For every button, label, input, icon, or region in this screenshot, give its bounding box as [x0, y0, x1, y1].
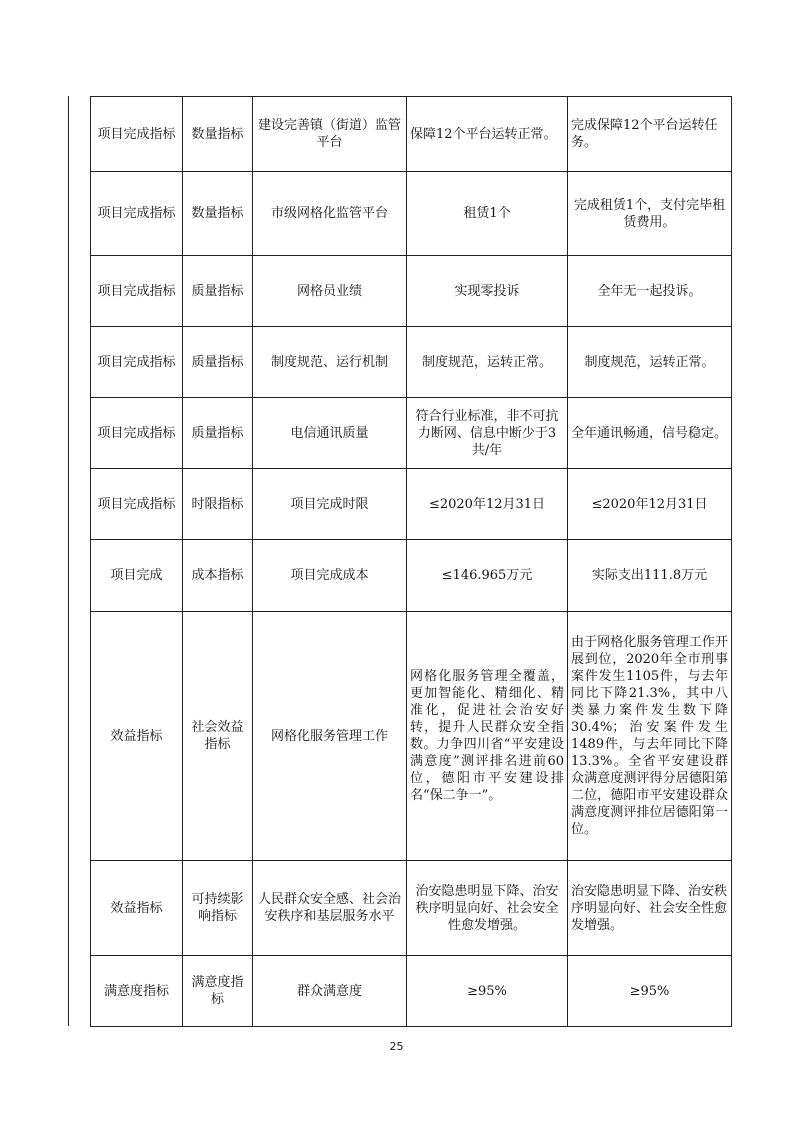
level2-indicator-cell: 可持续影响指标: [183, 861, 253, 956]
level3-indicator-cell: 群众满意度: [253, 956, 407, 1027]
actual-value-cell: 制度规范，运转正常。: [568, 327, 732, 398]
actual-value-cell: 由于网格化服务管理工作开展到位，2020年全市刑事案件发生1105件，与去年同比下降21.3%，其中八类暴力案件发生数下降30.4%；治安案件发生1489件，与去年同比下降13.3%。全省平安建设群众满意度测评得分居德阳第二位，德阳市平安建设群众满意度测评排位居德阳第一位。: [568, 612, 732, 861]
table-row: [91, 861, 732, 956]
level1-indicator-cell: 项目完成指标: [91, 256, 183, 327]
level2-indicator-cell: 质量指标: [183, 256, 253, 327]
actual-value-cell: 全年无一起投诉。: [568, 256, 732, 327]
level3-indicator-cell: 制度规范、运行机制: [253, 327, 407, 398]
level2-indicator-cell: 满意度指标: [183, 956, 253, 1027]
actual-value-cell: 实际支出111.8万元: [568, 540, 732, 612]
target-value-cell: 租赁1个: [407, 172, 568, 256]
table-row: [91, 956, 732, 1027]
level1-indicator-cell: 项目完成指标: [91, 97, 183, 172]
target-value-cell: 实现零投诉: [407, 256, 568, 327]
actual-value-cell: 完成保障12个平台运转任务。: [568, 97, 732, 172]
table-row: [91, 97, 732, 172]
table-row: [91, 256, 732, 327]
level2-indicator-cell: 时限指标: [183, 469, 253, 540]
level3-indicator-cell: 建设完善镇（街道）监管平台: [253, 97, 407, 172]
target-value-cell: 网格化服务管理全覆盖，更加智能化、精细化、精准化，促进社会治安好转，提升人民群众安全指数。力争四川省“平安建设满意度”测评排名进前60位，德阳市平安建设排名“保二争一”。: [407, 612, 568, 861]
level3-indicator-cell: 市级网格化监管平台: [253, 172, 407, 256]
level1-indicator-cell: 项目完成: [91, 540, 183, 612]
target-value-cell: 治安隐患明显下降、治安秩序明显向好、社会安全性愈发增强。: [407, 861, 568, 956]
level1-indicator-cell: 效益指标: [91, 612, 183, 861]
table-row: [91, 540, 732, 612]
table-row: [91, 327, 732, 398]
table-row: [91, 469, 732, 540]
table-row: [91, 398, 732, 469]
left-border-rule: [68, 96, 69, 1026]
level1-indicator-cell: 项目完成指标: [91, 172, 183, 256]
level1-indicator-cell: 效益指标: [91, 861, 183, 956]
target-value-cell: ≥95%: [407, 956, 568, 1027]
target-value-cell: 制度规范，运转正常。: [407, 327, 568, 398]
target-value-cell: 符合行业标准，非不可抗力断网、信息中断少于3共/年: [407, 398, 568, 469]
level1-indicator-cell: 满意度指标: [91, 956, 183, 1027]
page-number: 25: [389, 1040, 404, 1053]
level2-indicator-cell: 数量指标: [183, 97, 253, 172]
actual-value-cell: 全年通讯畅通，信号稳定。: [568, 398, 732, 469]
level3-indicator-cell: 项目完成时限: [253, 469, 407, 540]
level3-indicator-cell: 网格员业绩: [253, 256, 407, 327]
performance-indicator-table: [90, 96, 732, 1027]
actual-value-cell: 完成租赁1个，支付完毕租赁费用。: [568, 172, 732, 256]
level3-indicator-cell: 项目完成成本: [253, 540, 407, 612]
target-value-cell: ≤2020年12月31日: [407, 469, 568, 540]
level1-indicator-cell: 项目完成指标: [91, 469, 183, 540]
level1-indicator-cell: 项目完成指标: [91, 398, 183, 469]
level2-indicator-cell: 数量指标: [183, 172, 253, 256]
table-row: [91, 172, 732, 256]
target-value-cell: 保障12个平台运转正常。: [407, 97, 568, 172]
level2-indicator-cell: 质量指标: [183, 327, 253, 398]
target-value-cell: ≤146.965万元: [407, 540, 568, 612]
actual-value-cell: 治安隐患明显下降、治安秩序明显向好、社会安全性愈发增强。: [568, 861, 732, 956]
level3-indicator-cell: 人民群众安全感、社会治安秩序和基层服务水平: [253, 861, 407, 956]
level3-indicator-cell: 网格化服务管理工作: [253, 612, 407, 861]
level2-indicator-cell: 成本指标: [183, 540, 253, 612]
level2-indicator-cell: 社会效益指标: [183, 612, 253, 861]
level1-indicator-cell: 项目完成指标: [91, 327, 183, 398]
level3-indicator-cell: 电信通讯质量: [253, 398, 407, 469]
table-row: [91, 612, 732, 861]
actual-value-cell: ≤2020年12月31日: [568, 469, 732, 540]
level2-indicator-cell: 质量指标: [183, 398, 253, 469]
actual-value-cell: ≥95%: [568, 956, 732, 1027]
